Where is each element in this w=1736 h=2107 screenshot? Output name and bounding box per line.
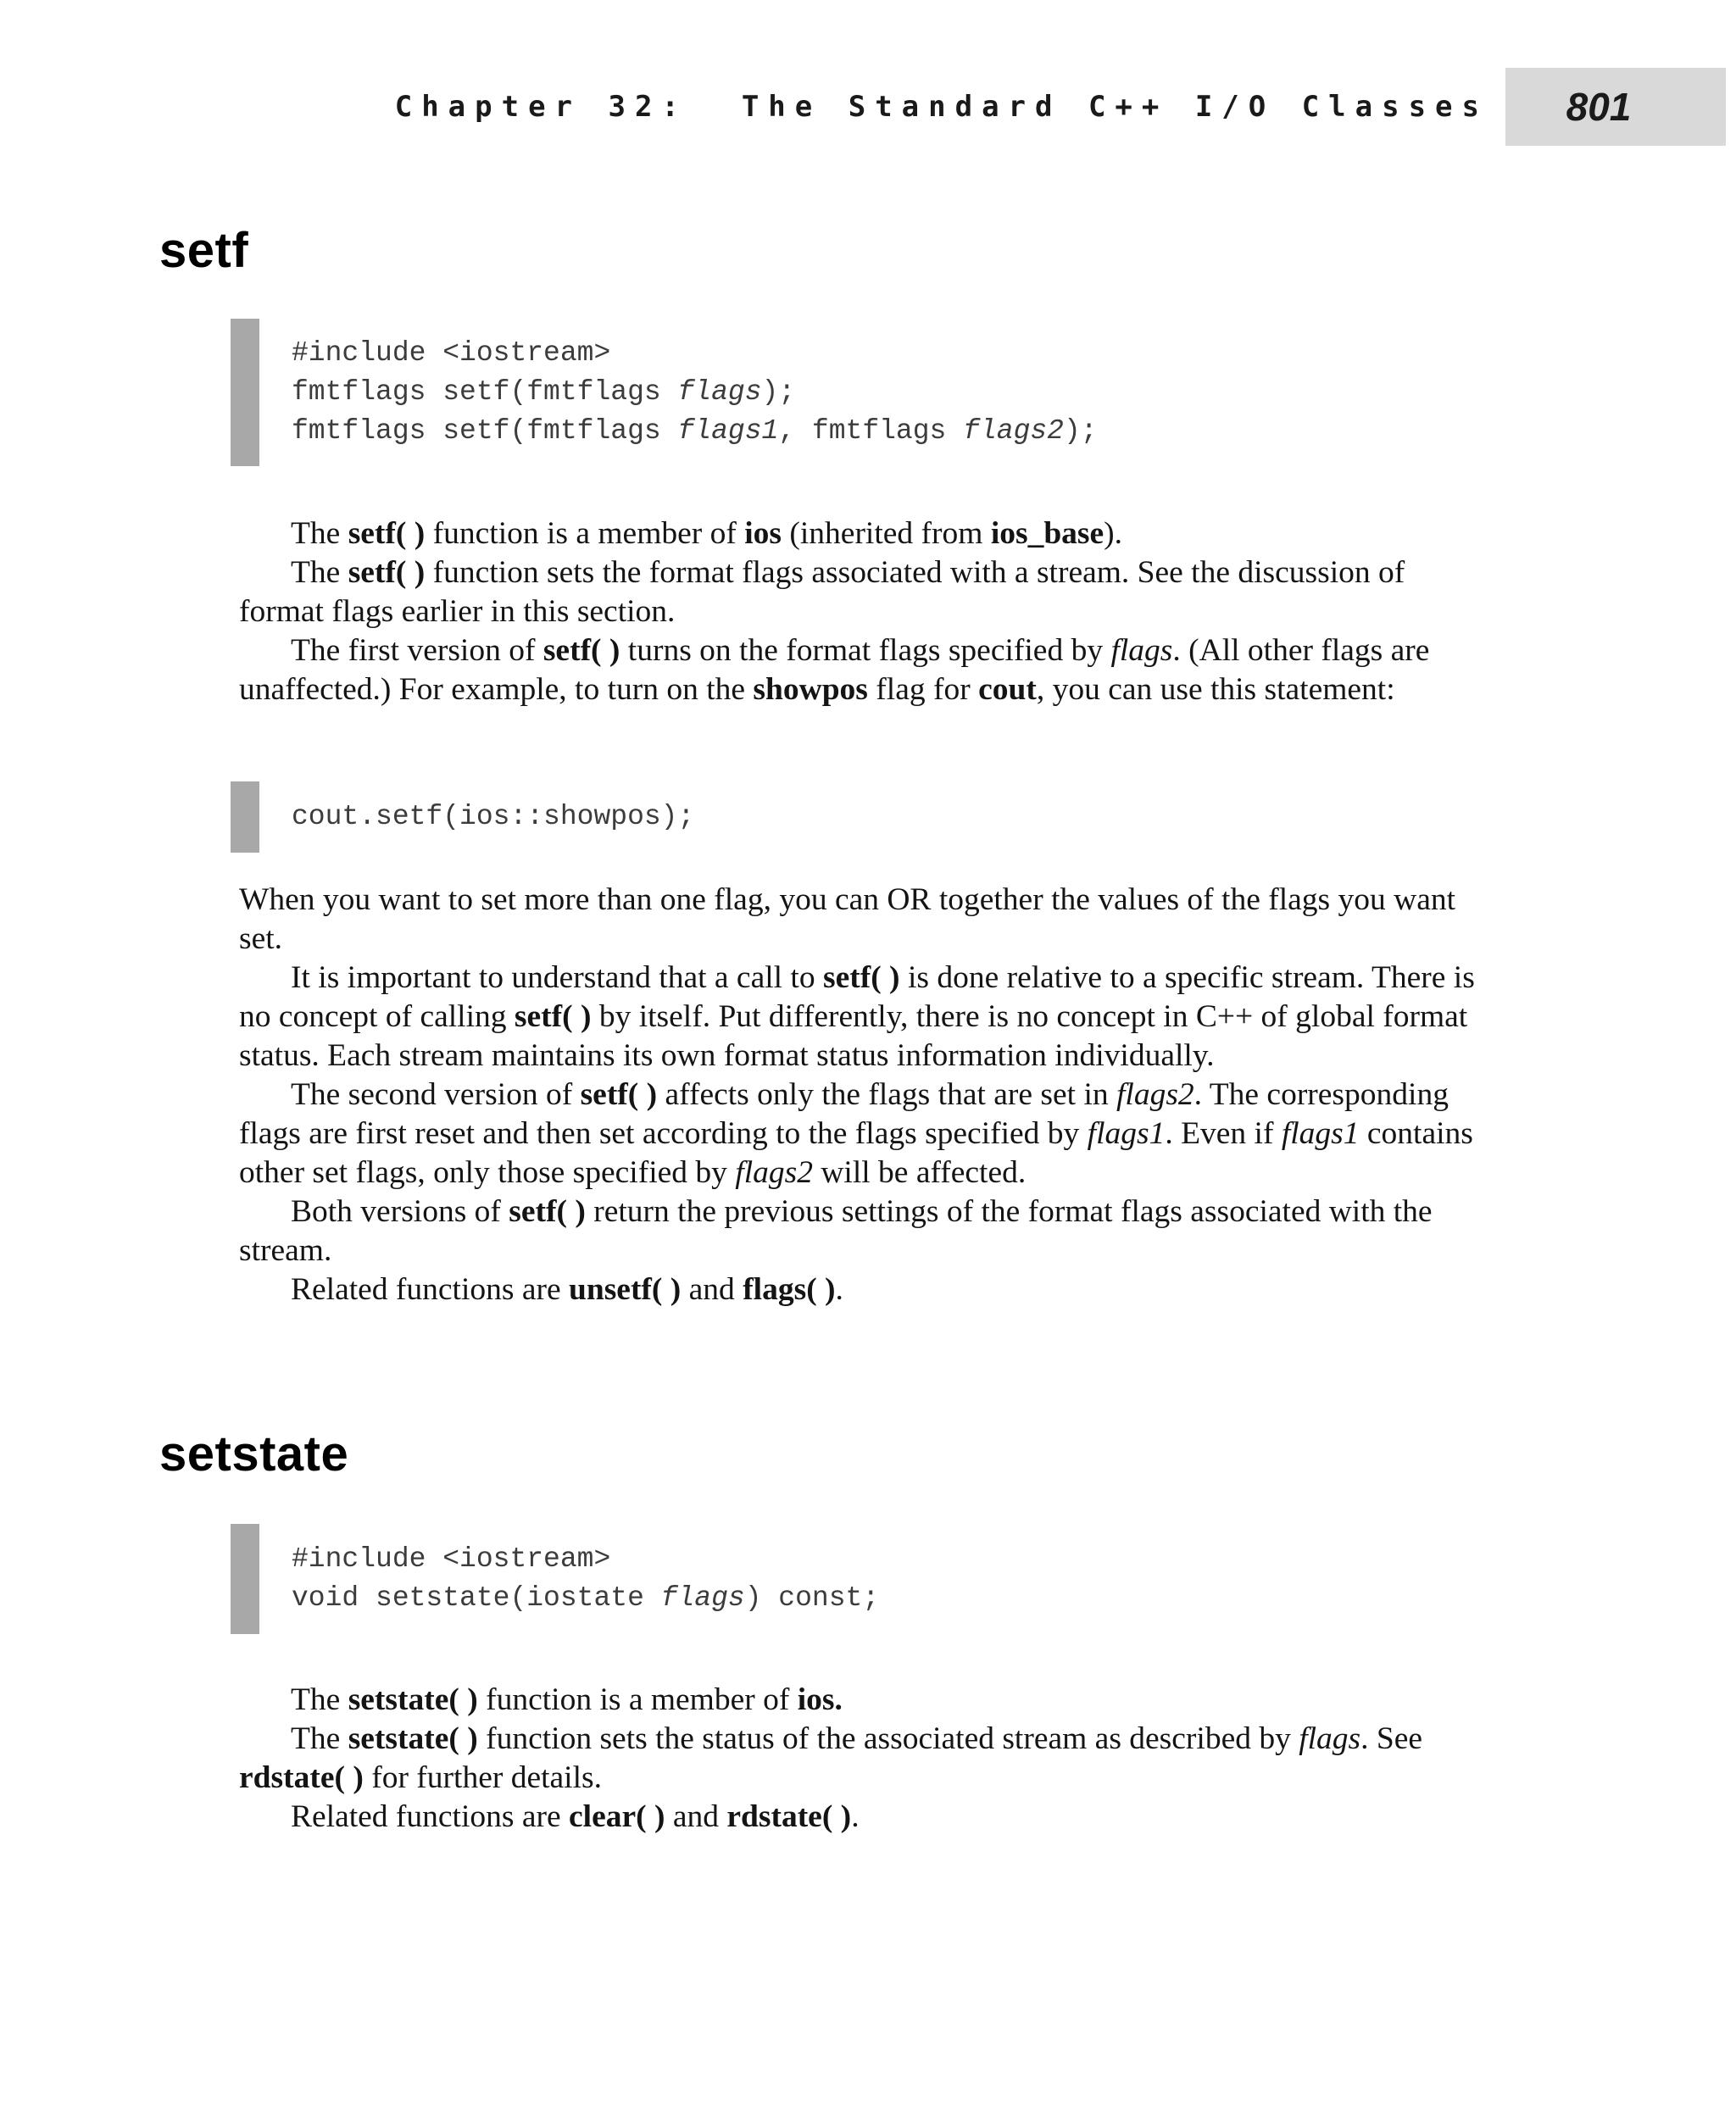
page-number-box bbox=[1505, 68, 1726, 146]
section-heading-setf: setf bbox=[159, 223, 249, 278]
section-heading-setstate: setstate bbox=[159, 1426, 349, 1482]
setf-description-2 bbox=[239, 881, 1494, 1309]
code-line: void setstate(iostate flags) const; bbox=[292, 1582, 880, 1614]
page-number: 801 bbox=[1566, 85, 1632, 129]
code-line: #include <iostream> bbox=[292, 1543, 611, 1575]
code-line: fmtflags setf(fmtflags flags1, fmtflags flags2); bbox=[292, 415, 1098, 447]
paragraph: The setf( ) function is a member of ios (inherited from ios_base). bbox=[291, 516, 1123, 551]
paragraph: The second version of setf( ) affects only the flags that are set in flags2. The corresponding flags are first reset and then set according to the flags specified by flags1. Even if flags1 contains other set flags, only those specified by flags2 will be affected. bbox=[239, 1077, 1473, 1190]
paragraph: When you want to set more than one flag, you can OR together the values of the flags you want set. bbox=[239, 882, 1456, 956]
running-header bbox=[0, 68, 1505, 146]
paragraph: The setstate( ) function is a member of ios. bbox=[291, 1682, 843, 1717]
code-line: cout.setf(ios::showpos); bbox=[292, 801, 695, 832]
running-title: Chapter 32: The Standard C++ I/O Classes bbox=[394, 90, 1488, 124]
paragraph: The setstate( ) function sets the status of the associated stream as described by flags. See rdstate( ) for further details. bbox=[239, 1721, 1423, 1795]
code-line: #include <iostream> bbox=[292, 337, 611, 369]
paragraph: The setf( ) function sets the format flags associated with a stream. See the discussion of format flags earlier in this section. bbox=[239, 555, 1405, 629]
setf-description-1 bbox=[239, 514, 1494, 709]
paragraph: The first version of setf( ) turns on the format flags specified by flags. (All other flags are unaffected.) For example, to turn on the showpos flag for cout, you can use this statement: bbox=[239, 633, 1430, 707]
code-line: fmtflags setf(fmtflags flags); bbox=[292, 376, 796, 408]
code-block-setf-example bbox=[231, 781, 694, 853]
code-block-setf-synopsis bbox=[231, 319, 1098, 466]
paragraph: Both versions of setf( ) return the previous settings of the format flags associated with the stream. bbox=[239, 1194, 1433, 1268]
code-block-setstate-synopsis bbox=[231, 1524, 879, 1634]
paragraph: Related functions are unsetf( ) and flags( ). bbox=[291, 1272, 843, 1307]
paragraph: Related functions are clear( ) and rdstate( ). bbox=[291, 1799, 860, 1834]
setstate-description bbox=[239, 1681, 1494, 1837]
paragraph: It is important to understand that a call to setf( ) is done relative to a specific stream. There is no concept of calling setf( ) by itself. Put differently, there is no concept in C++ of global format status. Each stream maintains its own format status information individually. bbox=[239, 960, 1475, 1073]
